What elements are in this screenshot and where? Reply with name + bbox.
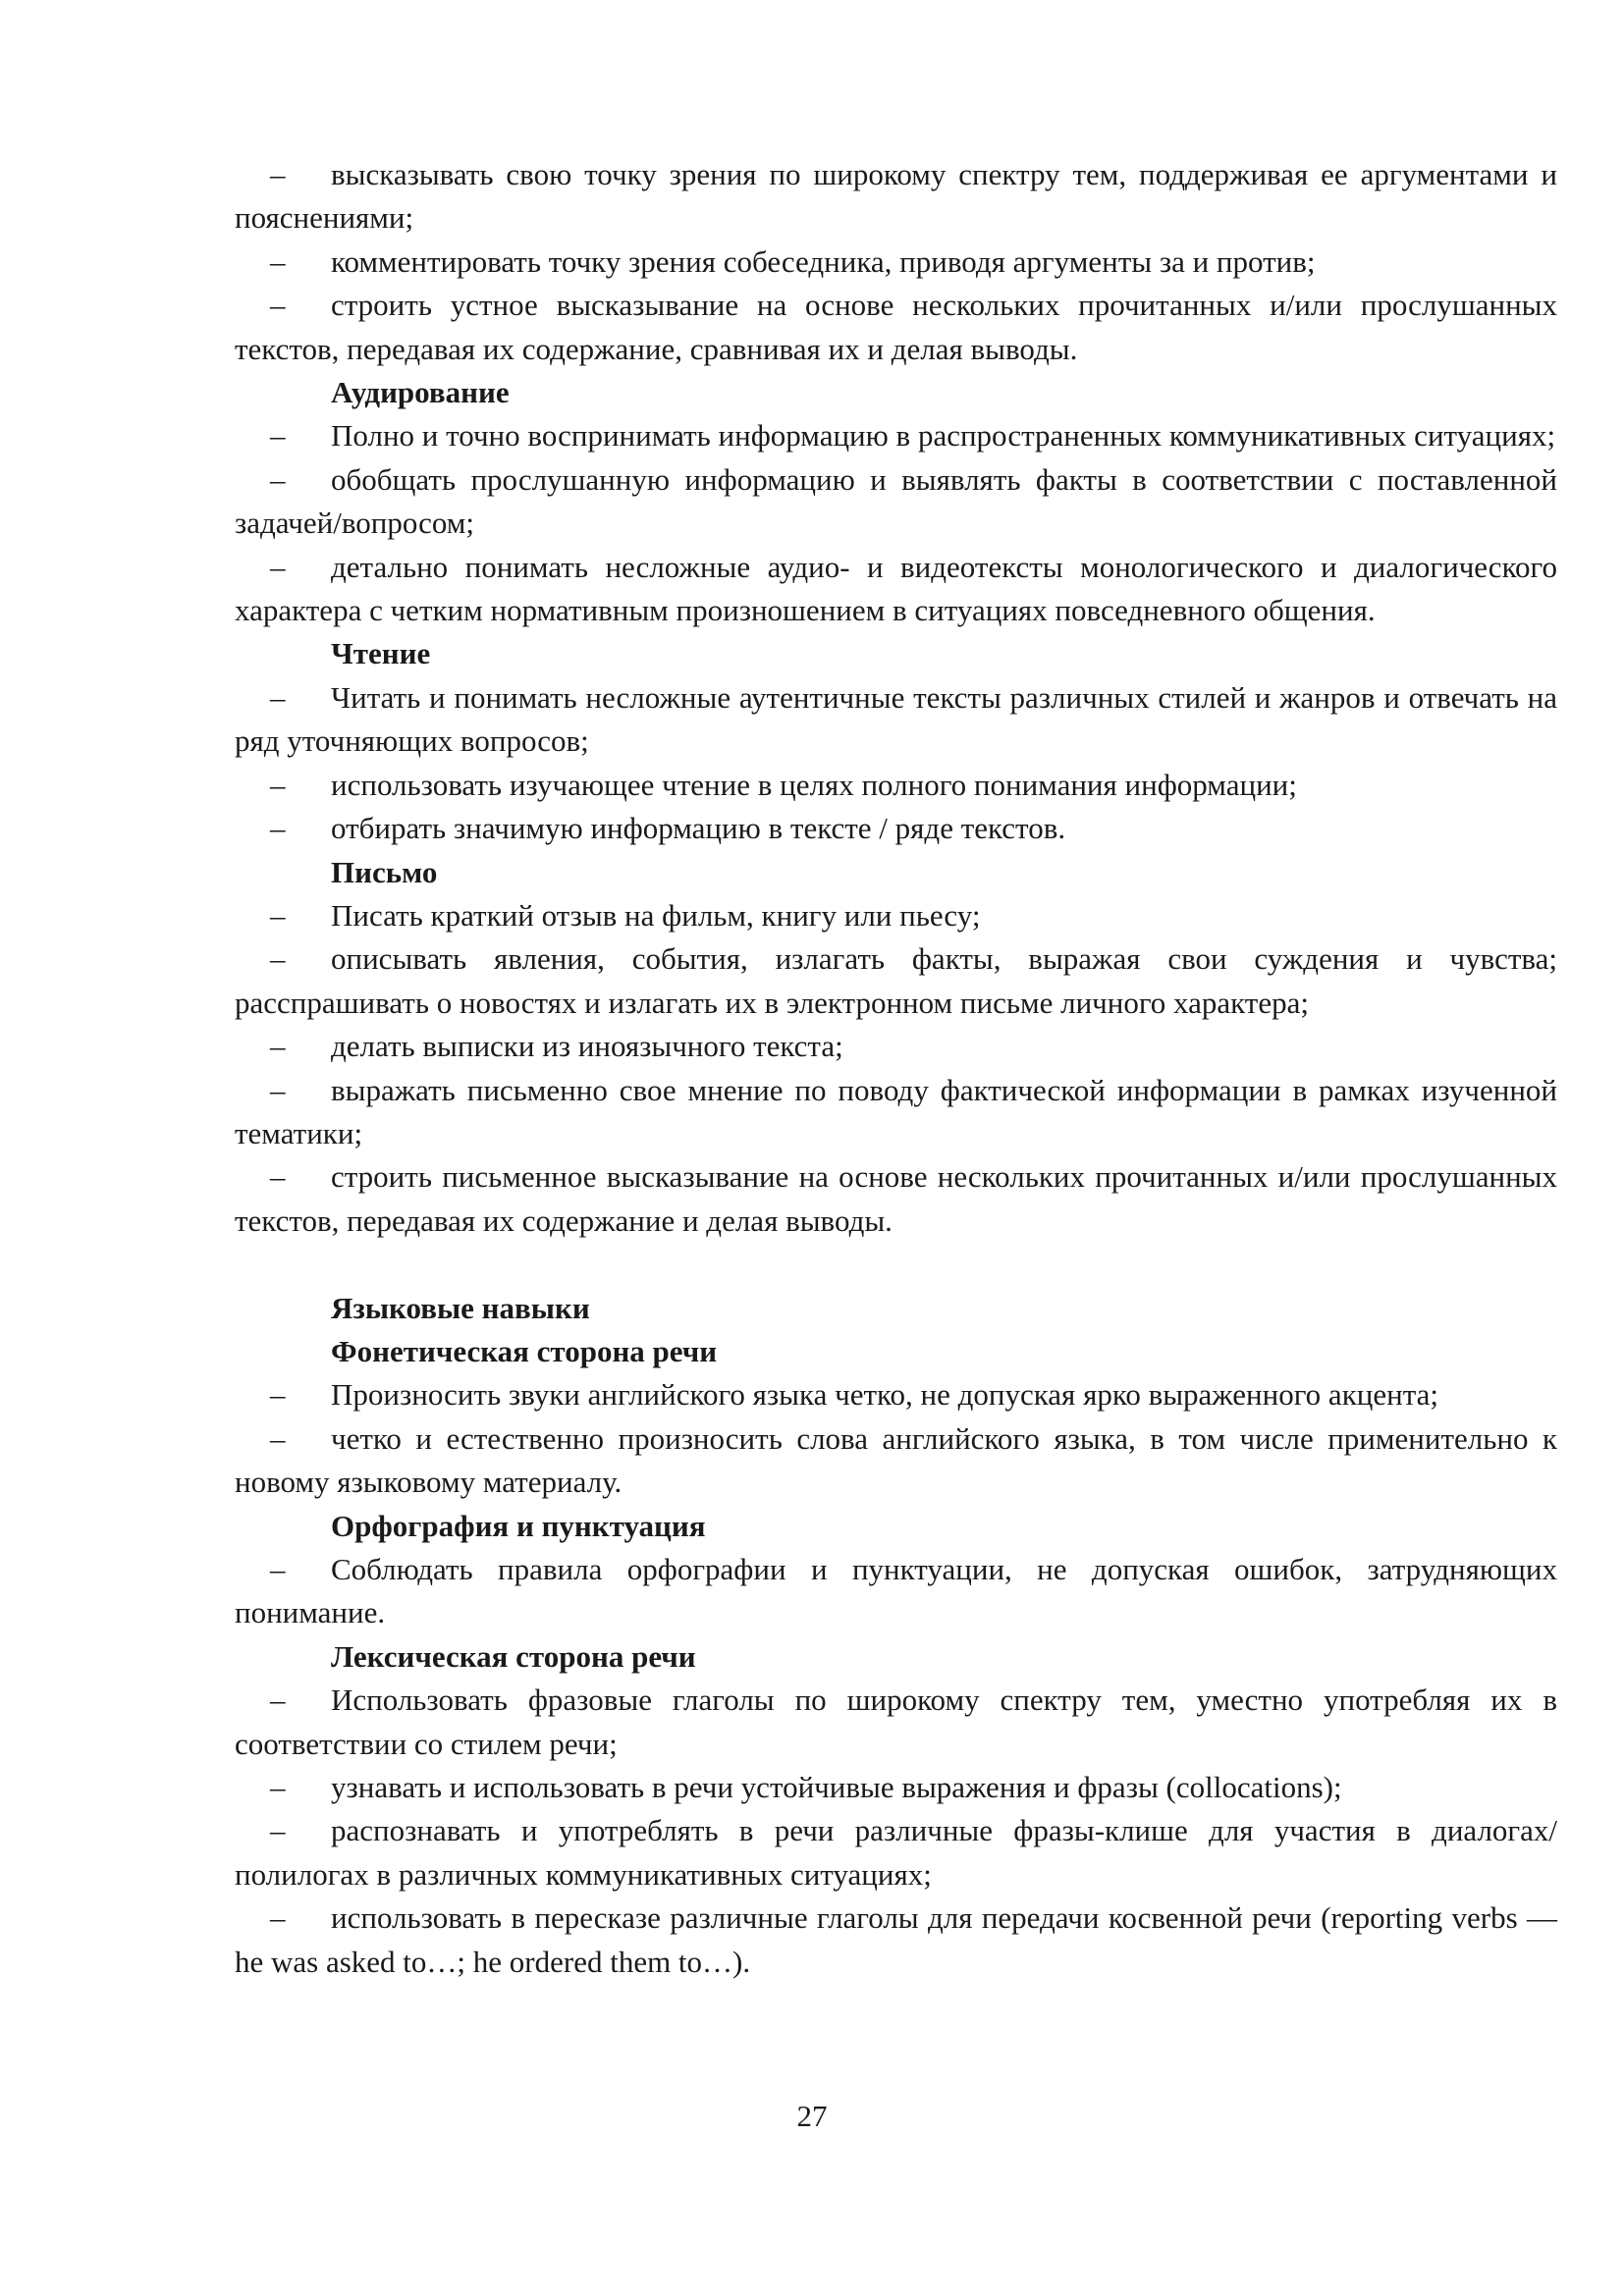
list-item: – четко и естественно произносить слова английского языка, в том числе применительно к новому языковому материалу. [235, 1417, 1557, 1505]
section-language-skills [235, 1287, 1557, 1985]
list-item: – Соблюдать правила орфографии и пунктуации, не допуская ошибок, затрудняющих понимание. [235, 1548, 1557, 1635]
dash-marker: – [270, 811, 286, 846]
list-item: – Писать краткий отзыв на фильм, книгу или пьесу; [235, 894, 1557, 937]
section-speaking-continued [235, 153, 1557, 371]
section-writing [235, 851, 1557, 1244]
dash-marker: – [270, 461, 286, 497]
dash-marker: – [270, 549, 286, 584]
list-item: – строить письменное высказывание на основе нескольких прочитанных и/или прослушанных текстов, передавая их содержание и делая выводы. [235, 1155, 1557, 1243]
list-item: – выражать письменно свое мнение по поводу фактической информации в рамках изученной тематики; [235, 1069, 1557, 1156]
dash-marker: – [270, 1159, 286, 1195]
major-heading: Языковые навыки [331, 1290, 590, 1325]
section-heading: Орфография и пунктуация [331, 1508, 706, 1543]
document-page [235, 153, 1557, 1984]
section-reading [235, 632, 1557, 850]
dash-marker: – [270, 679, 286, 715]
section-heading: Письмо [331, 854, 438, 889]
list-item: – строить устное высказывание на основе нескольких прочитанных и/или прослушанных текстов, передавая их содержание, сравнивая их и делая выводы. [235, 284, 1557, 371]
page-number: 27 [796, 2099, 828, 2133]
section-listening [235, 371, 1557, 632]
section-gap [235, 1243, 1557, 1286]
list-item: – Использовать фразовые глаголы по широкому спектру тем, уместно употребляя их в соответствии со стилем речи; [235, 1679, 1557, 1766]
list-item: – использовать изучающее чтение в целях полного понимания информации; [235, 764, 1557, 807]
section-heading: Аудирование [331, 375, 510, 410]
dash-marker: – [270, 941, 286, 977]
list-item: – Полно и точно воспринимать информацию в распространенных коммуникативных ситуациях; [235, 414, 1557, 457]
list-item: – узнавать и использовать в речи устойчивые выражения и фразы (collocations); [235, 1766, 1557, 1809]
dash-marker: – [270, 1770, 286, 1805]
dash-marker: – [270, 767, 286, 802]
section-heading: Фонетическая сторона речи [331, 1333, 718, 1368]
dash-marker: – [270, 1900, 286, 1936]
dash-marker: – [270, 1813, 286, 1848]
list-item: – Произносить звуки английского языка четко, не допуская ярко выраженного акцента; [235, 1373, 1557, 1416]
dash-marker: – [270, 1377, 286, 1413]
dash-marker: – [270, 1072, 286, 1107]
list-item: – распознавать и употреблять в речи различные фразы-клише для участия в диалогах/полилогах в различных коммуникативных ситуациях; [235, 1809, 1557, 1896]
dash-marker: – [270, 1029, 286, 1064]
dash-marker: – [270, 157, 286, 191]
list-item: – комментировать точку зрения собеседника, приводя аргументы за и против; [235, 240, 1557, 284]
list-item: – описывать явления, события, излагать факты, выражая свои суждения и чувства; расспрашивать о новостях и излагать их в электронном письме личного характера; [235, 937, 1557, 1025]
dash-marker: – [270, 897, 286, 933]
list-item: – обобщать прослушанную информацию и выявлять факты в соответствии с поставленной задачей/вопросом; [235, 458, 1557, 546]
dash-marker: – [270, 418, 286, 454]
list-item: – высказывать свою точку зрения по широкому спектру тем, поддерживая ее аргументами и пояснениями; [235, 153, 1557, 240]
list-item: – использовать в пересказе различные глаголы для передачи косвенной речи (reporting verbs — he was asked to…; he ordered them to…). [235, 1896, 1557, 1984]
section-heading: Чтение [331, 636, 431, 671]
list-item: – Читать и понимать несложные аутентичные тексты различных стилей и жанров и отвечать на ряд уточняющих вопросов; [235, 676, 1557, 764]
dash-marker: – [270, 1420, 286, 1456]
dash-marker: – [270, 288, 286, 323]
list-item: – отбирать значимую информацию в тексте / ряде текстов. [235, 807, 1557, 850]
list-item: – делать выписки из иноязычного текста; [235, 1025, 1557, 1068]
dash-marker: – [270, 1551, 286, 1586]
dash-marker: – [270, 1682, 286, 1718]
list-item: – детально понимать несложные аудио- и видеотексты монологического и диалогического характера с четким нормативным произношением в ситуациях повседневного общения. [235, 546, 1557, 633]
dash-marker: – [270, 243, 286, 279]
section-heading: Лексическая сторона речи [331, 1638, 696, 1674]
